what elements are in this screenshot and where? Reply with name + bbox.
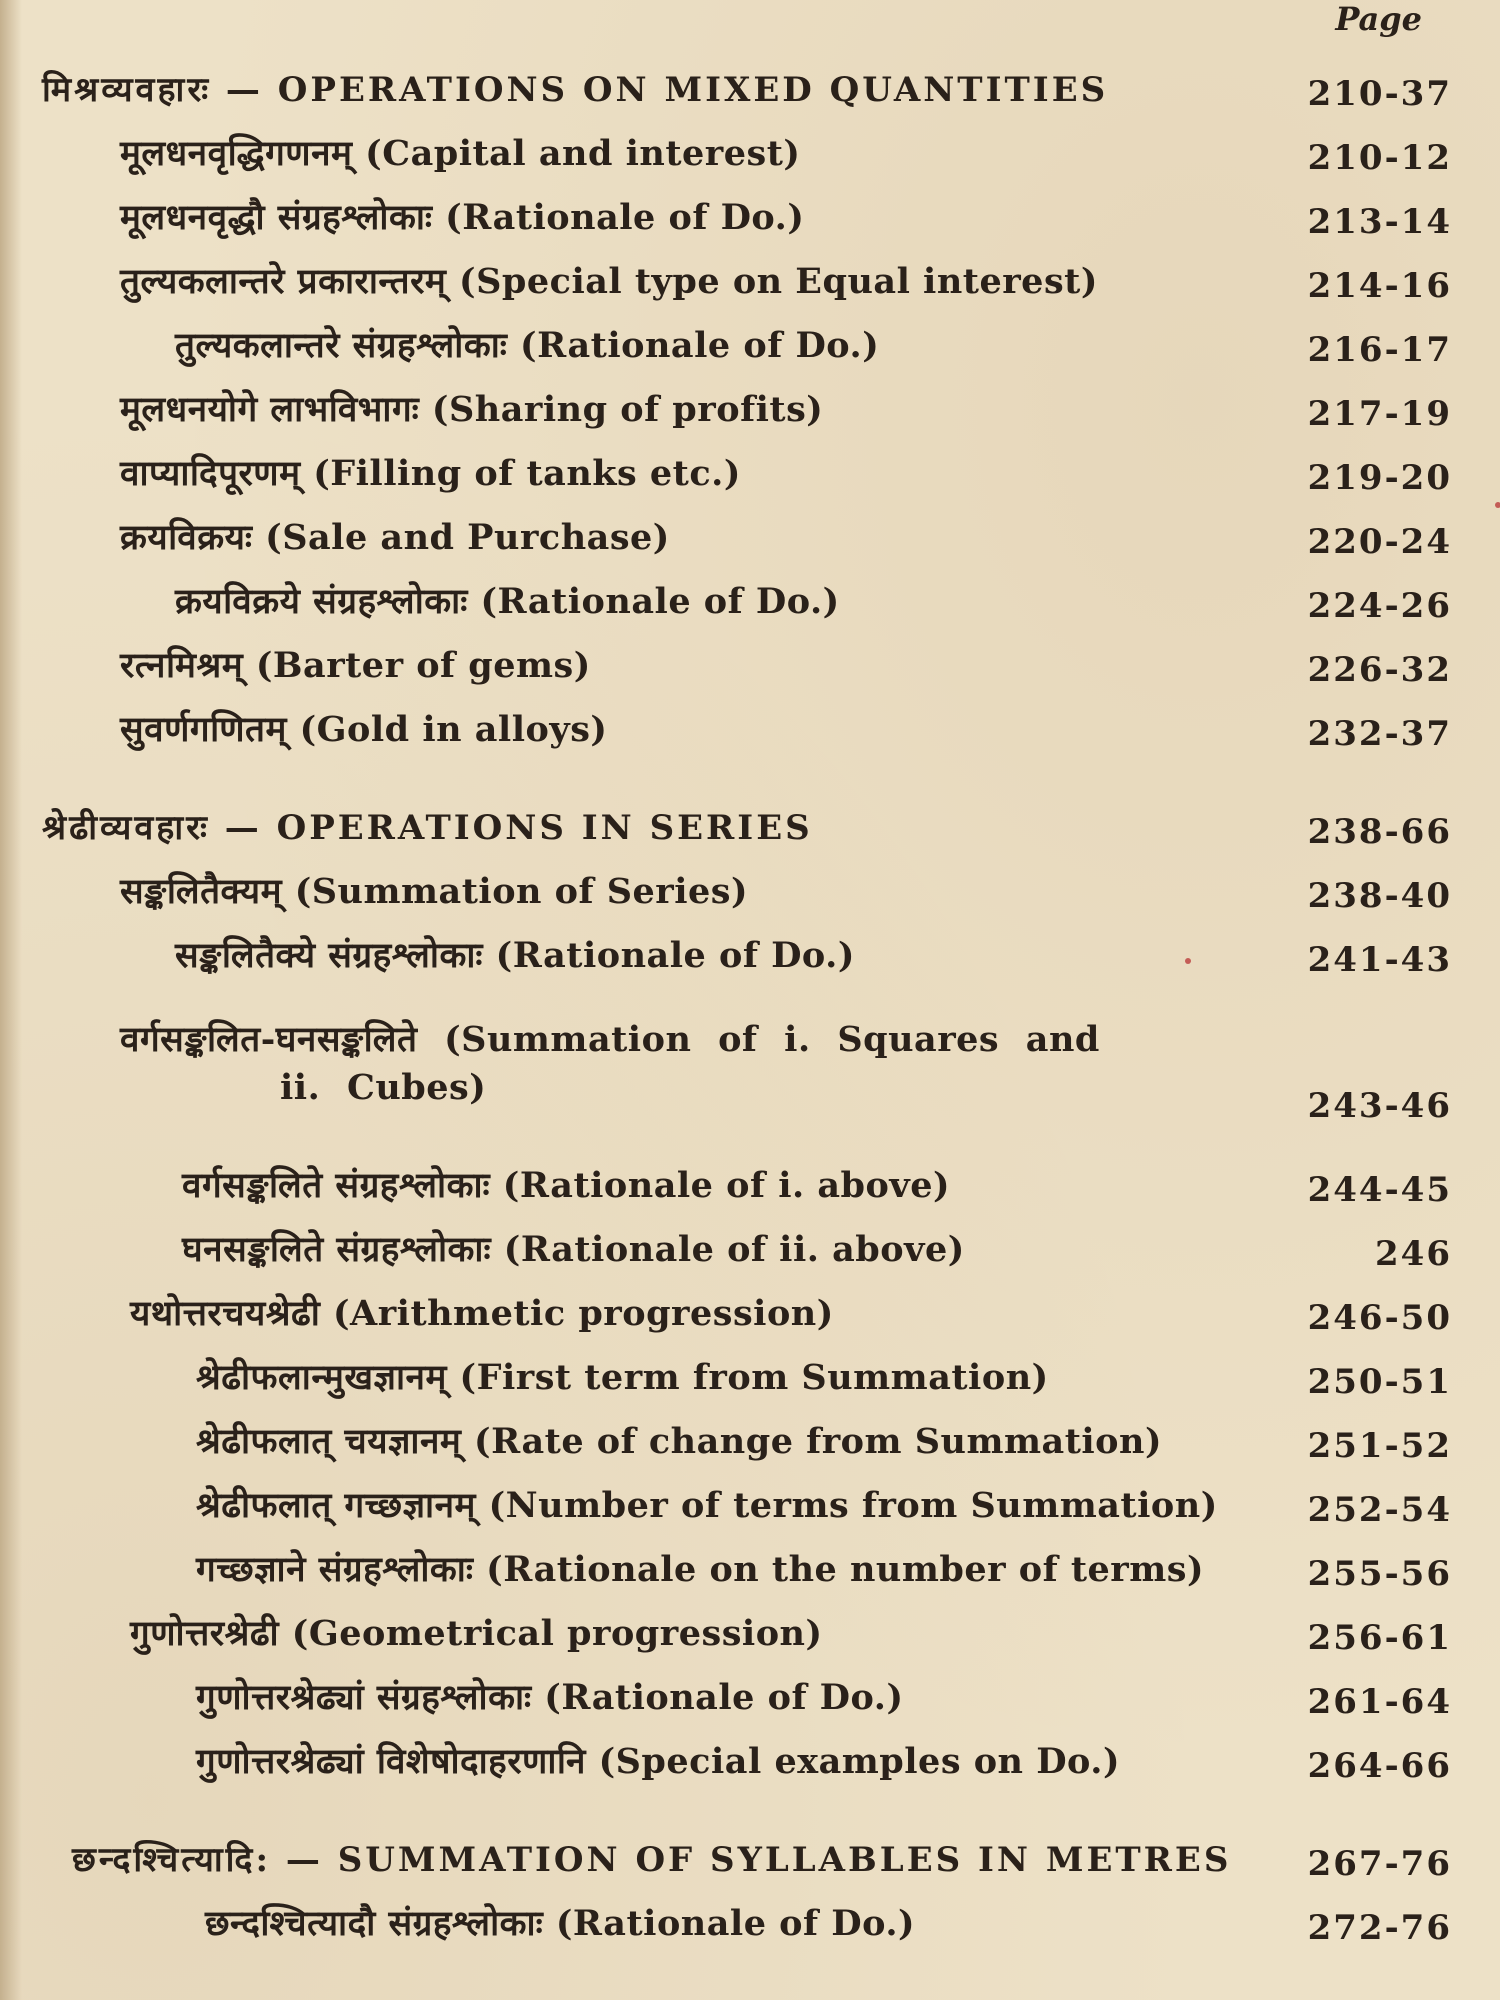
entry-title: गुणोत्तरश्रेढी (Geometrical progression) — [130, 1613, 823, 1654]
page-range: 261-64 — [1307, 1682, 1452, 1722]
entry-title-line-2: ii. Cubes) — [280, 1067, 487, 1108]
page-range: 210-37 — [1307, 74, 1452, 114]
page-range: 210-12 — [1307, 138, 1452, 178]
toc-entry[interactable] — [0, 1346, 1500, 1410]
toc-entry[interactable] — [0, 698, 1500, 762]
entry-spacer — [0, 1134, 1500, 1154]
entry-title: सङ्कलितैक्यम् (Summation of Series) — [120, 871, 749, 912]
entry-title: वर्गसङ्कलिते संग्रहश्लोकाः (Rationale of i. above) — [182, 1165, 951, 1206]
entry-title: गुणोत्तरश्रेढ्यां विशेषोदाहरणानि (Special examples on Do.) — [196, 1741, 1121, 1782]
entry-title: गच्छज्ञाने संग्रहश्लोकाः (Rationale on the number of terms) — [196, 1549, 1205, 1590]
page-range: 226-32 — [1307, 650, 1452, 690]
page-range: 243-46 — [1307, 1086, 1452, 1126]
entry-title-line-1: वर्गसङ्कलित-घनसङ्कलिते (Summation of i. Squares and — [120, 1019, 1100, 1060]
toc-entry[interactable] — [0, 634, 1500, 698]
toc-entry[interactable] — [0, 1282, 1500, 1346]
toc-entry[interactable] — [0, 1410, 1500, 1474]
toc-entry[interactable] — [0, 1538, 1500, 1602]
page-range: 238-66 — [1307, 812, 1452, 852]
toc-entry[interactable] — [0, 1474, 1500, 1538]
entry-title: श्रेढीफलात् चयज्ञानम् (Rate of change from Summation) — [196, 1421, 1163, 1462]
section-heading-syllables-in-metres[interactable] — [0, 1828, 1500, 1892]
toc-entry[interactable] — [0, 506, 1500, 570]
toc-entry[interactable] — [0, 570, 1500, 634]
entry-title — [120, 1016, 1200, 1112]
entry-title: मूलधनवृद्धिगणनम् (Capital and interest) — [120, 133, 801, 174]
entry-title: क्रयविक्रयः (Sale and Purchase) — [120, 517, 670, 558]
page-range: 216-17 — [1307, 330, 1452, 370]
entry-title: यथोत्तरचयश्रेढी (Arithmetic progression) — [130, 1293, 834, 1334]
toc-entry[interactable] — [0, 250, 1500, 314]
entry-title: घनसङ्कलिते संग्रहश्लोकाः (Rationale of ii. above) — [182, 1229, 965, 1270]
toc-entry[interactable] — [0, 860, 1500, 924]
page-range: 272-76 — [1307, 1908, 1452, 1948]
section-heading-mixed-quantities[interactable] — [0, 58, 1500, 122]
toc-entry[interactable] — [0, 1218, 1500, 1282]
toc-entry[interactable] — [0, 378, 1500, 442]
page-range: 213-14 — [1307, 202, 1452, 242]
toc-entry[interactable] — [0, 1892, 1500, 1956]
page-column-label: Page — [1335, 0, 1422, 38]
toc-entry[interactable] — [0, 122, 1500, 186]
page-range: 250-51 — [1307, 1362, 1452, 1402]
toc-entry[interactable] — [0, 1666, 1500, 1730]
entry-title: श्रेढीफलात् गच्छज्ञानम् (Number of terms from Summation) — [196, 1485, 1218, 1526]
page-range: 252-54 — [1307, 1490, 1452, 1530]
toc-entry[interactable] — [0, 1008, 1500, 1134]
section-spacer — [0, 1794, 1500, 1828]
page-range: 224-26 — [1307, 586, 1452, 626]
entry-title: मूलधनयोगे लाभविभागः (Sharing of profits) — [120, 389, 824, 430]
entry-title: श्रेढीफलान्मुखज्ञानम् (First term from Summation) — [196, 1357, 1049, 1398]
entry-title: तुल्यकलान्तरे प्रकारान्तरम् (Special type on Equal interest) — [120, 261, 1098, 302]
page-range: 264-66 — [1307, 1746, 1452, 1786]
page-range: 232-37 — [1307, 714, 1452, 754]
entry-title: गुणोत्तरश्रेढ्यां संग्रहश्लोकाः (Rationale of Do.) — [196, 1677, 904, 1718]
toc-entry[interactable] — [0, 186, 1500, 250]
section-title: मिश्रव्यवहारः — OPERATIONS ON MIXED QUANTITIES — [42, 70, 1109, 110]
page-range: 214-16 — [1307, 266, 1452, 306]
entry-title: रत्नमिश्रम् (Barter of gems) — [120, 645, 591, 686]
toc-entry[interactable] — [0, 1730, 1500, 1794]
entry-title: तुल्यकलान्तरे संग्रहश्लोकाः (Rationale of Do.) — [175, 325, 880, 366]
entry-title: क्रयविक्रये संग्रहश्लोकाः (Rationale of Do.) — [175, 581, 840, 622]
page-range: 246-50 — [1307, 1298, 1452, 1338]
page-range: 255-56 — [1307, 1554, 1452, 1594]
toc-entry[interactable] — [0, 924, 1500, 988]
table-of-contents — [0, 58, 1500, 1956]
section-title: छन्दश्चित्यादि: — SUMMATION OF SYLLABLES IN METRES — [72, 1840, 1232, 1880]
toc-entry[interactable] — [0, 1602, 1500, 1666]
page-range: 241-43 — [1307, 940, 1452, 980]
page-range: 219-20 — [1307, 458, 1452, 498]
page-range: 238-40 — [1307, 876, 1452, 916]
entry-title: सङ्कलितैक्ये संग्रहश्लोकाः (Rationale of Do.) — [175, 935, 855, 976]
entry-title: सुवर्णगणितम् (Gold in alloys) — [120, 709, 608, 750]
section-title: श्रेढीव्यवहारः — OPERATIONS IN SERIES — [42, 808, 813, 848]
page-range: 256-61 — [1307, 1618, 1452, 1658]
page-range: 220-24 — [1307, 522, 1452, 562]
page-range: 217-19 — [1307, 394, 1452, 434]
entry-title: छन्दश्चित्यादौ संग्रहश्लोकाः (Rationale of Do.) — [205, 1903, 916, 1944]
page-range: 244-45 — [1307, 1170, 1452, 1210]
entry-title: मूलधनवृद्धौ संग्रहश्लोकाः (Rationale of Do.) — [120, 197, 805, 238]
page-range: 251-52 — [1307, 1426, 1452, 1466]
section-heading-operations-in-series[interactable] — [0, 796, 1500, 860]
section-spacer — [0, 762, 1500, 796]
toc-entry[interactable] — [0, 1154, 1500, 1218]
page-range: 246 — [1375, 1234, 1452, 1274]
toc-entry[interactable] — [0, 442, 1500, 506]
page-range: 267-76 — [1307, 1844, 1452, 1884]
entry-title: वाप्यादिपूरणम् (Filling of tanks etc.) — [120, 453, 741, 494]
entry-spacer — [0, 988, 1500, 1008]
toc-entry[interactable] — [0, 314, 1500, 378]
